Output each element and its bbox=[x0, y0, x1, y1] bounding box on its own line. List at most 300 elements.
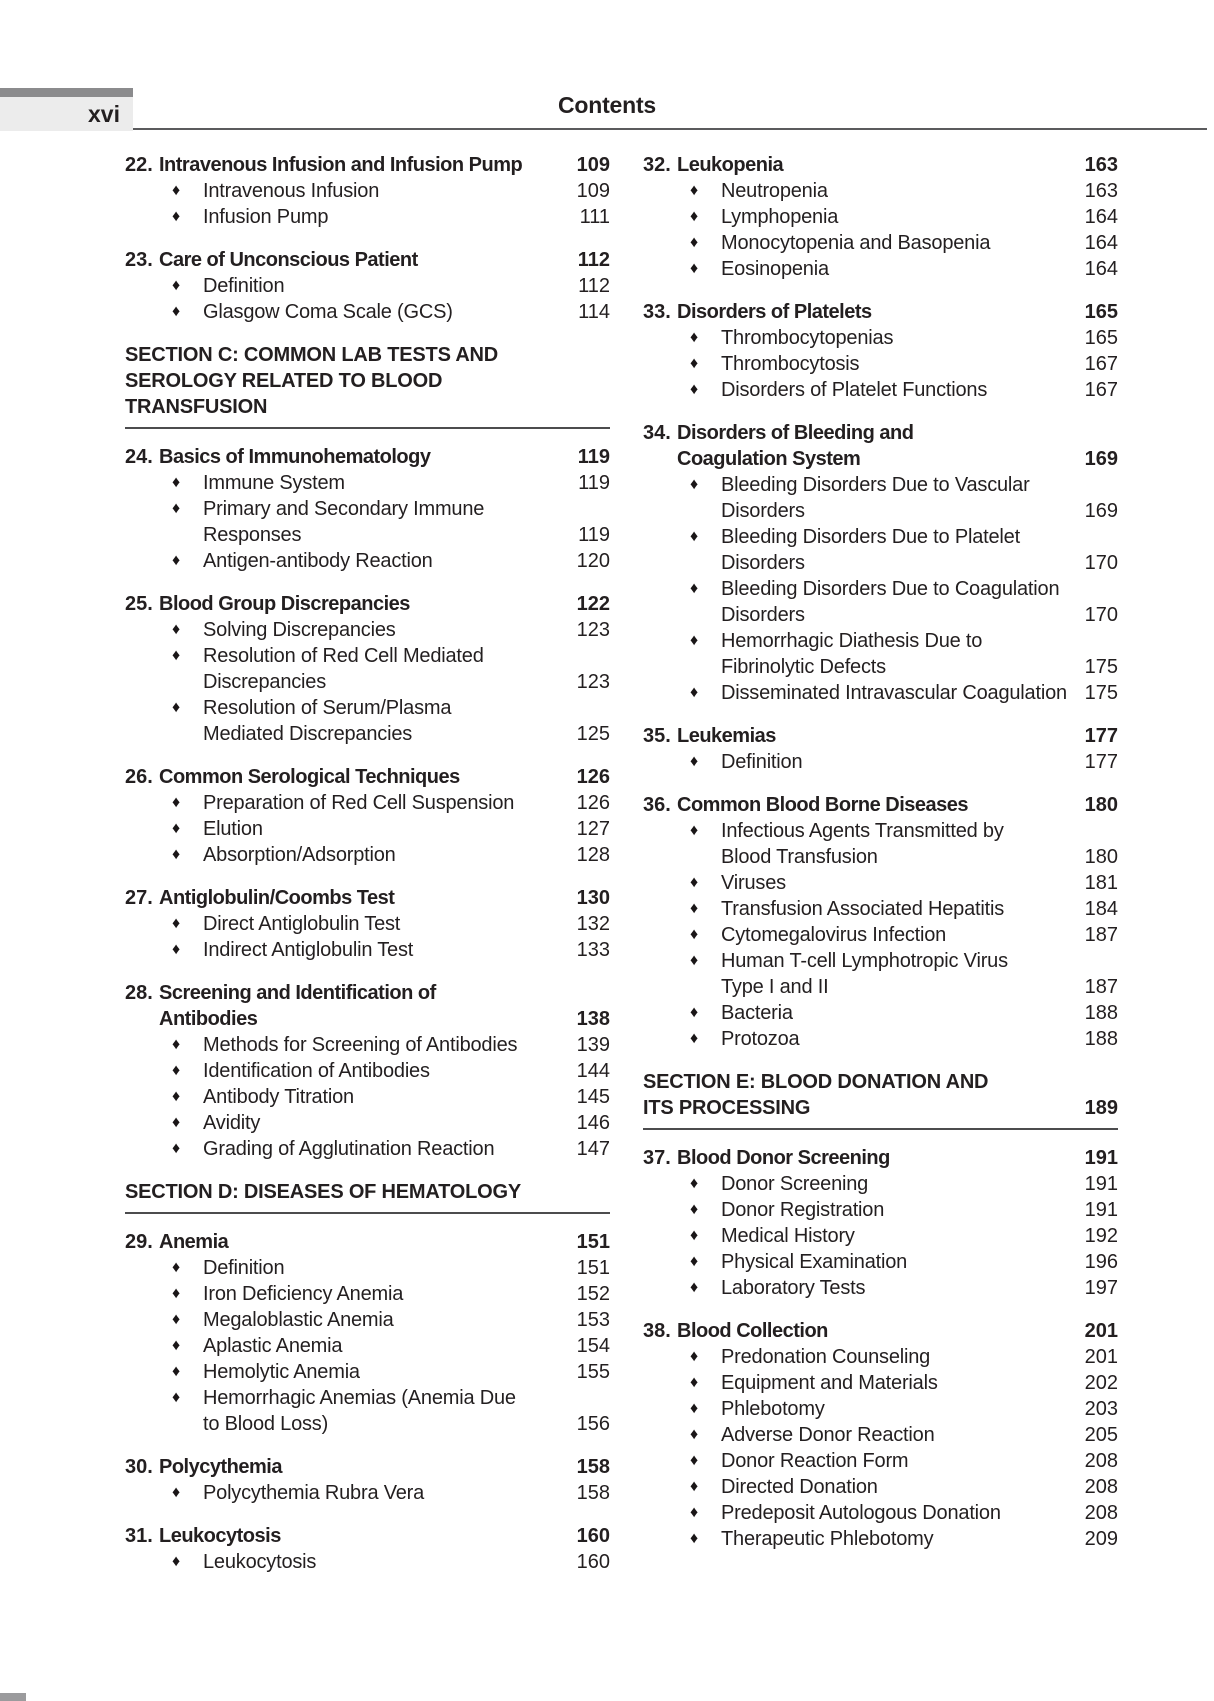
item-label: Mediated Discrepancies bbox=[203, 723, 413, 745]
diamond-bullet-icon: ♦ bbox=[690, 234, 699, 251]
chapter-entry bbox=[125, 980, 610, 1162]
item-page: 109 bbox=[576, 180, 610, 202]
item-lines bbox=[721, 1396, 1118, 1422]
toc-line bbox=[721, 870, 1118, 896]
item-page: 114 bbox=[578, 301, 610, 323]
item-page: 126 bbox=[576, 792, 610, 814]
chapter-page: 180 bbox=[1084, 794, 1118, 816]
diamond-bullet-icon: ♦ bbox=[690, 1452, 699, 1469]
item-lines bbox=[721, 628, 1118, 680]
toc-line bbox=[203, 1110, 610, 1136]
item-lines bbox=[721, 1526, 1118, 1552]
chapter-entry bbox=[125, 247, 610, 325]
item-page: 123 bbox=[576, 619, 610, 641]
item-lines bbox=[203, 1385, 610, 1437]
chapter-heading bbox=[125, 591, 610, 617]
item-label: Physical Examination bbox=[721, 1251, 908, 1273]
item-lines bbox=[203, 1307, 610, 1333]
item-label: Definition bbox=[203, 1257, 285, 1279]
item-label: Disorders bbox=[721, 500, 805, 522]
toc-line bbox=[159, 1454, 610, 1480]
item-page: 177 bbox=[1084, 751, 1118, 773]
item-page: 209 bbox=[1084, 1528, 1118, 1550]
item-label: Fibrinolytic Defects bbox=[721, 656, 886, 678]
item-page: 192 bbox=[1084, 1225, 1118, 1247]
item-label: Grading of Agglutination Reaction bbox=[203, 1138, 495, 1160]
toc-line bbox=[721, 602, 1118, 628]
toc-item bbox=[125, 1333, 610, 1359]
toc-item bbox=[643, 1197, 1118, 1223]
toc-item bbox=[643, 1171, 1118, 1197]
toc-line bbox=[677, 1318, 1118, 1344]
section-page: 189 bbox=[1084, 1097, 1118, 1119]
item-page: 128 bbox=[576, 844, 610, 866]
item-lines bbox=[721, 178, 1118, 204]
item-page: 164 bbox=[1084, 206, 1118, 228]
chapter-entry bbox=[125, 591, 610, 747]
item-label: Iron Deficiency Anemia bbox=[203, 1283, 404, 1305]
toc-line bbox=[203, 1411, 610, 1437]
toc-line bbox=[721, 1000, 1118, 1026]
toc-item bbox=[643, 1474, 1118, 1500]
diamond-bullet-icon: ♦ bbox=[172, 1088, 181, 1105]
toc-line bbox=[721, 1026, 1118, 1052]
item-label: Hemolytic Anemia bbox=[203, 1361, 360, 1383]
item-lines bbox=[203, 470, 610, 496]
chapter-page: 126 bbox=[576, 766, 610, 788]
toc-item bbox=[643, 178, 1118, 204]
chapter-heading bbox=[643, 152, 1118, 178]
chapter-entry bbox=[643, 723, 1118, 775]
item-lines bbox=[721, 749, 1118, 775]
item-label: to Blood Loss) bbox=[203, 1413, 329, 1435]
item-page: 180 bbox=[1084, 846, 1118, 868]
item-lines bbox=[203, 937, 610, 963]
chapter-number: 32. bbox=[643, 154, 671, 176]
item-lines bbox=[203, 1110, 610, 1136]
item-label: Adverse Donor Reaction bbox=[721, 1424, 935, 1446]
item-lines bbox=[203, 204, 610, 230]
item-page: 184 bbox=[1084, 898, 1118, 920]
item-lines bbox=[721, 922, 1118, 948]
item-page: 202 bbox=[1084, 1372, 1118, 1394]
item-lines bbox=[203, 1549, 610, 1575]
item-label: Viruses bbox=[721, 872, 786, 894]
diamond-bullet-icon: ♦ bbox=[690, 822, 699, 839]
chapter-title: Antibodies bbox=[159, 1008, 258, 1030]
chapter-title: Disorders of Bleeding and bbox=[677, 422, 914, 444]
toc-item bbox=[643, 818, 1118, 870]
item-lines bbox=[721, 1000, 1118, 1026]
toc-line bbox=[159, 1006, 610, 1032]
toc-line bbox=[203, 1058, 610, 1084]
toc-line bbox=[721, 922, 1118, 948]
chapter-entry bbox=[643, 152, 1118, 282]
toc-line bbox=[643, 1095, 1118, 1121]
item-label: Therapeutic Phlebotomy bbox=[721, 1528, 934, 1550]
chapter-title: Blood Collection bbox=[677, 1320, 828, 1342]
toc-line bbox=[721, 550, 1118, 576]
item-page: 201 bbox=[1084, 1346, 1118, 1368]
item-lines bbox=[203, 617, 610, 643]
toc-line bbox=[159, 1229, 610, 1255]
chapter-page: 165 bbox=[1084, 301, 1118, 323]
item-label: Avidity bbox=[203, 1112, 261, 1134]
toc-item bbox=[643, 325, 1118, 351]
toc-line bbox=[721, 1474, 1118, 1500]
chapter-heading bbox=[125, 885, 610, 911]
chapter-heading bbox=[643, 792, 1118, 818]
item-lines bbox=[721, 325, 1118, 351]
toc-line bbox=[721, 1422, 1118, 1448]
toc-columns bbox=[125, 152, 1118, 1592]
item-lines bbox=[203, 643, 610, 695]
toc-item bbox=[125, 299, 610, 325]
chapter-entry bbox=[125, 1229, 610, 1437]
item-label: Thrombocytopenias bbox=[721, 327, 894, 349]
toc-line bbox=[203, 178, 610, 204]
chapter-number: 26. bbox=[125, 766, 153, 788]
item-page: 208 bbox=[1084, 1476, 1118, 1498]
diamond-bullet-icon: ♦ bbox=[690, 1253, 699, 1270]
diamond-bullet-icon: ♦ bbox=[172, 915, 181, 932]
item-label: Antigen-antibody Reaction bbox=[203, 550, 433, 572]
toc-line bbox=[721, 749, 1118, 775]
toc-item bbox=[643, 377, 1118, 403]
item-label: Infusion Pump bbox=[203, 206, 329, 228]
section-heading-text: ITS PROCESSING bbox=[643, 1097, 811, 1119]
toc-line bbox=[203, 669, 610, 695]
toc-item bbox=[643, 256, 1118, 282]
item-page: 120 bbox=[576, 550, 610, 572]
toc-item bbox=[643, 896, 1118, 922]
item-lines bbox=[203, 548, 610, 574]
diamond-bullet-icon: ♦ bbox=[690, 1348, 699, 1365]
item-page: 187 bbox=[1084, 924, 1118, 946]
item-lines bbox=[721, 472, 1118, 524]
chapter-title: Polycythemia bbox=[159, 1456, 282, 1478]
chapter-page: 158 bbox=[576, 1456, 610, 1478]
toc-line bbox=[721, 1396, 1118, 1422]
toc-line bbox=[203, 204, 610, 230]
toc-item bbox=[643, 870, 1118, 896]
toc-line bbox=[203, 695, 610, 721]
toc-line bbox=[203, 1480, 610, 1506]
item-page: 196 bbox=[1084, 1251, 1118, 1273]
item-lines bbox=[203, 1255, 610, 1281]
item-page: 153 bbox=[576, 1309, 610, 1331]
toc-item bbox=[643, 1448, 1118, 1474]
diamond-bullet-icon: ♦ bbox=[690, 1227, 699, 1244]
toc-item bbox=[125, 911, 610, 937]
item-label: Preparation of Red Cell Suspension bbox=[203, 792, 515, 814]
item-lines bbox=[721, 230, 1118, 256]
item-label: Medical History bbox=[721, 1225, 855, 1247]
toc-item bbox=[643, 749, 1118, 775]
item-label: Hemorrhagic Diathesis Due to bbox=[721, 630, 983, 652]
toc-line bbox=[721, 1500, 1118, 1526]
header-rule bbox=[133, 128, 1207, 130]
item-label: Monocytopenia and Basopenia bbox=[721, 232, 991, 254]
diamond-bullet-icon: ♦ bbox=[172, 941, 181, 958]
toc-item bbox=[643, 1370, 1118, 1396]
toc-line bbox=[203, 1385, 610, 1411]
item-lines bbox=[203, 911, 610, 937]
toc-line bbox=[721, 1223, 1118, 1249]
item-lines bbox=[203, 1032, 610, 1058]
toc-line bbox=[721, 844, 1118, 870]
toc-line bbox=[721, 230, 1118, 256]
item-page: 169 bbox=[1084, 500, 1118, 522]
toc-line bbox=[159, 980, 610, 1006]
item-page: 165 bbox=[1084, 327, 1118, 349]
chapter-title: Coagulation System bbox=[677, 448, 861, 470]
item-page: 132 bbox=[576, 913, 610, 935]
item-lines bbox=[721, 1370, 1118, 1396]
diamond-bullet-icon: ♦ bbox=[172, 820, 181, 837]
item-page: 163 bbox=[1084, 180, 1118, 202]
item-page: 156 bbox=[576, 1413, 610, 1435]
chapter-page: 163 bbox=[1084, 154, 1118, 176]
toc-item bbox=[643, 1000, 1118, 1026]
toc-line bbox=[677, 1145, 1118, 1171]
diamond-bullet-icon: ♦ bbox=[690, 684, 699, 701]
diamond-bullet-icon: ♦ bbox=[690, 753, 699, 770]
toc-item bbox=[125, 1480, 610, 1506]
item-page: 119 bbox=[578, 524, 610, 546]
item-page: 127 bbox=[576, 818, 610, 840]
toc-item bbox=[125, 1136, 610, 1162]
chapter-entry bbox=[125, 885, 610, 963]
item-page: 155 bbox=[576, 1361, 610, 1383]
item-lines bbox=[203, 496, 610, 548]
diamond-bullet-icon: ♦ bbox=[172, 1389, 181, 1406]
toc-line bbox=[203, 1084, 610, 1110]
chapter-heading bbox=[125, 444, 610, 470]
toc-item bbox=[643, 1500, 1118, 1526]
chapter-heading bbox=[643, 1318, 1118, 1344]
item-label: Disorders of Platelet Functions bbox=[721, 379, 988, 401]
toc-item bbox=[643, 922, 1118, 948]
item-lines bbox=[203, 1359, 610, 1385]
item-page: 170 bbox=[1084, 604, 1118, 626]
toc-line bbox=[203, 937, 610, 963]
item-label: Human T-cell Lymphotropic Virus bbox=[721, 950, 1008, 972]
toc-line bbox=[203, 1136, 610, 1162]
diamond-bullet-icon: ♦ bbox=[690, 260, 699, 277]
item-label: Transfusion Associated Hepatitis bbox=[721, 898, 1005, 920]
chapter-page: 151 bbox=[576, 1231, 610, 1253]
toc-item bbox=[125, 1032, 610, 1058]
item-label: Protozoa bbox=[721, 1028, 800, 1050]
toc-line bbox=[203, 496, 610, 522]
toc-item bbox=[125, 816, 610, 842]
toc-item bbox=[125, 1307, 610, 1333]
diamond-bullet-icon: ♦ bbox=[172, 647, 181, 664]
diamond-bullet-icon: ♦ bbox=[172, 1259, 181, 1276]
item-page: 164 bbox=[1084, 232, 1118, 254]
toc-item bbox=[125, 1255, 610, 1281]
item-lines bbox=[721, 896, 1118, 922]
toc-line bbox=[677, 723, 1118, 749]
chapter-title: Antiglobulin/Coombs Test bbox=[159, 887, 395, 909]
diamond-bullet-icon: ♦ bbox=[690, 1030, 699, 1047]
chapter-entry bbox=[125, 152, 610, 230]
chapter-page: 112 bbox=[577, 249, 610, 271]
toc-item bbox=[125, 695, 610, 747]
item-page: 133 bbox=[576, 939, 610, 961]
item-label: Aplastic Anemia bbox=[203, 1335, 343, 1357]
diamond-bullet-icon: ♦ bbox=[690, 952, 699, 969]
toc-line bbox=[677, 446, 1118, 472]
toc-line bbox=[125, 1179, 610, 1205]
item-label: Methods for Screening of Antibodies bbox=[203, 1034, 518, 1056]
item-page: 205 bbox=[1084, 1424, 1118, 1446]
diamond-bullet-icon: ♦ bbox=[172, 474, 181, 491]
item-label: Bleeding Disorders Due to Vascular bbox=[721, 474, 1030, 496]
item-label: Indirect Antiglobulin Test bbox=[203, 939, 414, 961]
item-page: 119 bbox=[578, 472, 610, 494]
chapter-page: 109 bbox=[576, 154, 610, 176]
toc-item bbox=[125, 1281, 610, 1307]
diamond-bullet-icon: ♦ bbox=[172, 1114, 181, 1131]
chapter-entry bbox=[125, 1523, 610, 1575]
item-page: 164 bbox=[1084, 258, 1118, 280]
toc-item bbox=[125, 470, 610, 496]
item-lines bbox=[203, 1333, 610, 1359]
chapter-page: 169 bbox=[1084, 448, 1118, 470]
item-label: Eosinopenia bbox=[721, 258, 829, 280]
item-label: Lymphopenia bbox=[721, 206, 839, 228]
toc-line bbox=[721, 576, 1118, 602]
toc-line bbox=[677, 792, 1118, 818]
section-heading bbox=[125, 342, 610, 429]
item-label: Bacteria bbox=[721, 1002, 793, 1024]
chapter-title: Care of Unconscious Patient bbox=[159, 249, 418, 271]
diamond-bullet-icon: ♦ bbox=[690, 1400, 699, 1417]
item-label: Resolution of Serum/Plasma bbox=[203, 697, 452, 719]
toc-item bbox=[643, 1223, 1118, 1249]
diamond-bullet-icon: ♦ bbox=[172, 303, 181, 320]
item-page: 175 bbox=[1084, 656, 1118, 678]
chapter-entry bbox=[643, 1145, 1118, 1301]
toc-line bbox=[203, 790, 610, 816]
item-lines bbox=[203, 1058, 610, 1084]
toc-item bbox=[125, 548, 610, 574]
item-label: Laboratory Tests bbox=[721, 1277, 866, 1299]
item-label: Immune System bbox=[203, 472, 345, 494]
toc-item bbox=[643, 1026, 1118, 1052]
item-page: 125 bbox=[576, 723, 610, 745]
toc-item bbox=[643, 204, 1118, 230]
chapter-number: 27. bbox=[125, 887, 153, 909]
section-rule bbox=[125, 1212, 610, 1214]
toc-line bbox=[721, 377, 1118, 403]
item-lines bbox=[721, 1026, 1118, 1052]
item-label: Definition bbox=[721, 751, 803, 773]
diamond-bullet-icon: ♦ bbox=[172, 552, 181, 569]
item-page: 188 bbox=[1084, 1028, 1118, 1050]
chapter-entry bbox=[125, 764, 610, 868]
chapter-heading bbox=[643, 299, 1118, 325]
toc-item bbox=[125, 496, 610, 548]
chapter-page: 138 bbox=[576, 1008, 610, 1030]
diamond-bullet-icon: ♦ bbox=[690, 476, 699, 493]
chapter-heading bbox=[125, 1454, 610, 1480]
item-lines bbox=[721, 1171, 1118, 1197]
section-heading-text: TRANSFUSION bbox=[125, 396, 268, 418]
toc-line bbox=[203, 1549, 610, 1575]
item-label: Disseminated Intravascular Coagulation bbox=[721, 682, 1067, 704]
toc-line bbox=[203, 1255, 610, 1281]
item-lines bbox=[721, 351, 1118, 377]
toc-line bbox=[721, 1275, 1118, 1301]
diamond-bullet-icon: ♦ bbox=[690, 528, 699, 545]
diamond-bullet-icon: ♦ bbox=[172, 621, 181, 638]
item-lines bbox=[721, 1223, 1118, 1249]
item-page: 181 bbox=[1084, 872, 1118, 894]
toc-line bbox=[721, 654, 1118, 680]
item-page: 147 bbox=[576, 1138, 610, 1160]
item-page: 170 bbox=[1084, 552, 1118, 574]
chapter-number: 36. bbox=[643, 794, 671, 816]
toc-item bbox=[643, 1396, 1118, 1422]
toc-item bbox=[125, 1084, 610, 1110]
item-lines bbox=[203, 790, 610, 816]
toc-line bbox=[125, 394, 610, 420]
diamond-bullet-icon: ♦ bbox=[690, 208, 699, 225]
chapter-number: 29. bbox=[125, 1231, 153, 1253]
item-label: Bleeding Disorders Due to Platelet bbox=[721, 526, 1020, 548]
chapter-number: 33. bbox=[643, 301, 671, 323]
toc-item bbox=[125, 842, 610, 868]
item-page: 191 bbox=[1084, 1199, 1118, 1221]
diamond-bullet-icon: ♦ bbox=[690, 1175, 699, 1192]
diamond-bullet-icon: ♦ bbox=[172, 1484, 181, 1501]
diamond-bullet-icon: ♦ bbox=[690, 182, 699, 199]
toc-line bbox=[203, 1281, 610, 1307]
item-lines bbox=[721, 1448, 1118, 1474]
toc-line bbox=[677, 152, 1118, 178]
chapter-heading bbox=[643, 723, 1118, 749]
toc-item bbox=[643, 1249, 1118, 1275]
item-label: Neutropenia bbox=[721, 180, 828, 202]
item-lines bbox=[721, 1275, 1118, 1301]
diamond-bullet-icon: ♦ bbox=[172, 1363, 181, 1380]
item-label: Responses bbox=[203, 524, 302, 546]
item-label: Disorders bbox=[721, 604, 805, 626]
diamond-bullet-icon: ♦ bbox=[172, 1140, 181, 1157]
chapter-page: 201 bbox=[1084, 1320, 1118, 1342]
item-page: 167 bbox=[1084, 379, 1118, 401]
toc-line bbox=[721, 896, 1118, 922]
diamond-bullet-icon: ♦ bbox=[690, 900, 699, 917]
diamond-bullet-icon: ♦ bbox=[172, 846, 181, 863]
item-lines bbox=[203, 842, 610, 868]
item-lines bbox=[721, 1197, 1118, 1223]
toc-line bbox=[159, 1523, 610, 1549]
toc-item bbox=[643, 628, 1118, 680]
toc-item bbox=[643, 1422, 1118, 1448]
toc-line bbox=[203, 643, 610, 669]
item-label: Definition bbox=[203, 275, 285, 297]
toc-line bbox=[203, 299, 610, 325]
toc-item bbox=[643, 524, 1118, 576]
toc-item bbox=[125, 1359, 610, 1385]
item-lines bbox=[721, 948, 1118, 1000]
chapter-entry bbox=[643, 1318, 1118, 1552]
item-page: 208 bbox=[1084, 1450, 1118, 1472]
